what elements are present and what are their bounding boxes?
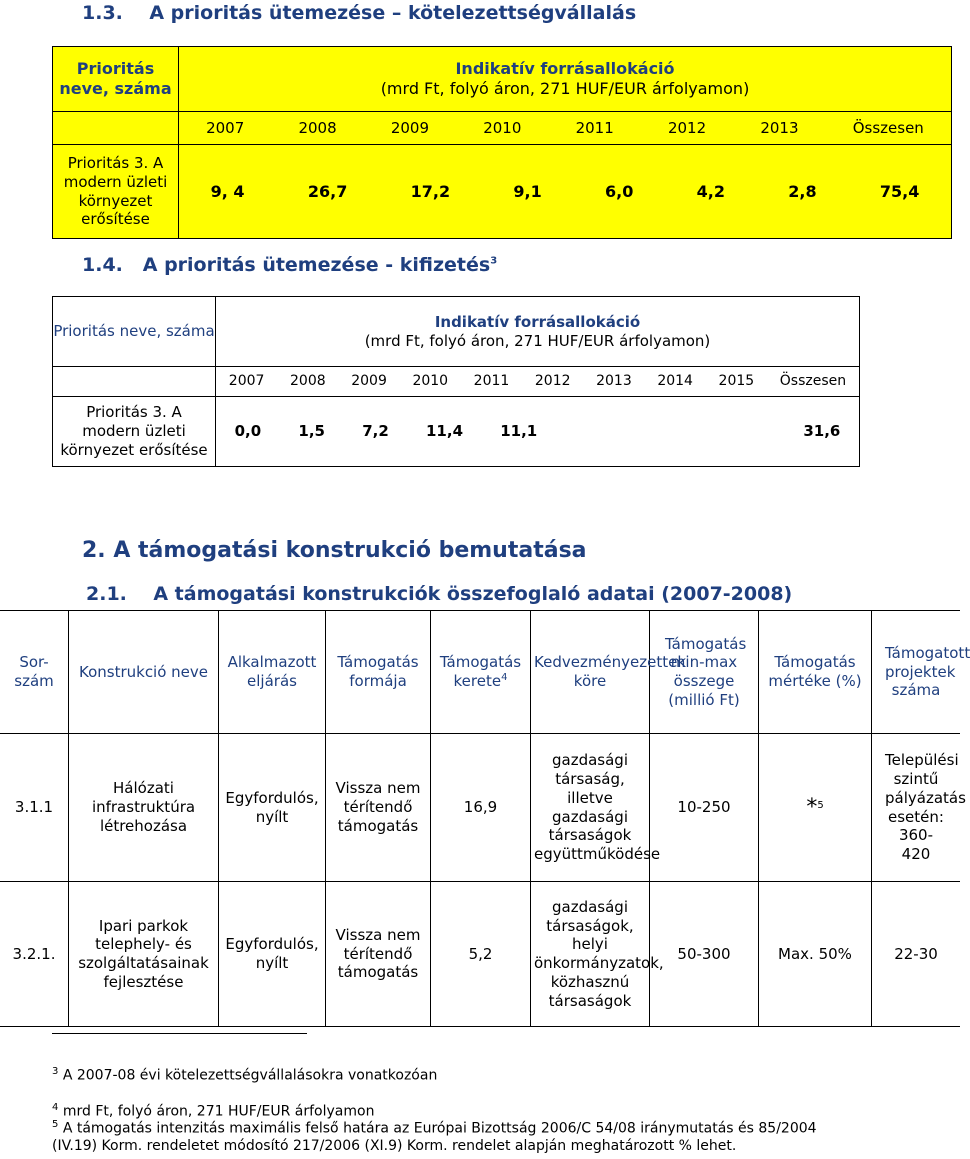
footnote-text: A 2007-08 évi kötelezettségvállalásokra vonatkozóan [62,1067,438,1084]
section-title: A támogatási konstrukciók összefoglaló adatai (2007-2008) [153,583,793,605]
cell-projekt: 22-30 [872,882,961,1027]
footnote-5 [52,1119,852,1156]
section-2-heading: 2. A támogatási konstrukció bemutatása [82,538,587,563]
cell-eljaras-text: Egyfordulós, nyílt [225,935,319,972]
footnote-number: 5 [52,1119,59,1130]
table-row [0,882,960,1027]
cell-projekt-text: Települési szintű pályázatás esetén: 360-420 [885,751,966,863]
year-label: Összesen [852,118,924,137]
cell-kedvezmenyezett-text: gazdasági társaságok, helyi önkormányzatok, közhasznú társaságok [534,897,664,1010]
section-number: 2.1. [86,583,127,605]
value-cell: 9,1 [513,181,542,201]
year-label: 2007 [228,372,265,389]
cell-sorszam: 3.2.1. [0,882,69,1027]
footnote-number: 3 [52,1066,59,1077]
section-2-1-heading [86,583,792,605]
col-kedvezmenyezett [531,611,687,734]
section-1-4-heading [82,254,497,276]
year-label: 2007 [206,118,245,137]
col-projekt [872,611,970,734]
section-title: A prioritás ütemezése - kifizetés [142,254,491,276]
value-cell: 1,5 [298,422,325,441]
payment-table [52,296,860,467]
col-projekt-label: Támogatott projektek száma [885,643,970,700]
cell-forma [326,734,431,882]
col-sorszam-label: Sor-szám [14,653,54,690]
cell-konstrukcio [69,882,219,1027]
years-row [179,112,952,145]
section-title: A prioritás ütemezése – kötelezettségvállalás [149,2,637,24]
cell-forma-text: Vissza nem térítendő támogatás [335,925,421,982]
col-konstrukcio: Konstrukció neve [69,611,219,734]
cell-kedvezmenyezett [531,734,661,882]
year-label: 2013 [760,118,799,137]
values-row [216,397,860,467]
allocation-title: Indikatív forrásallokáció [434,312,641,331]
value-cell: 26,7 [307,181,348,201]
cell-mertek [759,734,872,882]
allocation-header [216,297,860,367]
table-row [0,734,960,882]
value-cell: 6,0 [605,181,634,201]
section-1-3-heading [82,2,636,24]
cell-osszeg: 10-250 [650,734,759,882]
cell-mertek: Max. 50% [759,882,872,1027]
priority-header: Prioritás neve, száma [53,47,179,112]
footnote-text: mrd Ft, folyó áron, 271 HUF/EUR árfolyamon [62,1103,375,1120]
cell-eljaras [219,882,326,1027]
commitment-table [52,46,952,239]
col-sorszam [0,611,69,734]
section-number: 1.3. [82,2,123,24]
year-label: 2008 [298,118,337,137]
priority-name: Prioritás 3. A modern üzleti környezet erősítése [53,397,216,467]
cell-keret: 16,9 [431,734,531,882]
year-label: 2011 [473,372,510,389]
footnote-number: 4 [52,1102,59,1113]
cell-eljaras-text: Egyfordulós, nyílt [225,788,319,826]
cell-konstrukcio-text: Ipari parkok telephely- és szolgáltatásainak fejlesztése [78,916,209,991]
value-cell: 9, 4 [210,181,245,201]
cell-projekt [872,734,966,882]
value-cell: 11,4 [426,422,464,441]
cell-osszeg: 50-300 [650,882,759,1027]
section-number: 1.4. [82,254,123,276]
col-osszeg-label: Támogatás min-max összege (millió Ft) [665,634,747,709]
footnote-text: A támogatás intenzitás maximális felső határa az Európai Bizottság 2006/C 54/08 iránymutatás és 85/2004 (IV.19) Korm. rendeletet módosító 217/2006 (XI.9) Korm. rendelet alapján meghatározott % lehet. [52,1120,817,1155]
empty-cell [53,112,179,145]
cell-keret: 5,2 [431,882,531,1027]
empty-cell [53,367,216,397]
year-label: 2010 [412,372,449,389]
col-eljaras: Alkalmazott eljárás [219,611,326,734]
value-cell: 4,2 [696,181,725,201]
cell-sorszam: 3.1.1 [0,734,69,882]
years-row [216,367,860,397]
construction-table [0,610,970,1027]
priority-header: Prioritás neve, száma [53,297,216,367]
cell-konstrukcio [69,734,219,882]
footnote-separator [52,1033,307,1034]
footnote-3 [52,1066,437,1085]
value-cell: 75,4 [879,181,920,201]
col-mertek [759,611,872,734]
year-label: 2010 [483,118,522,137]
allocation-header [179,47,952,112]
col-osszeg [650,611,759,734]
value-cell: 2,8 [788,181,817,201]
year-label: 2009 [351,372,387,389]
footnote-ref: 3 [490,255,498,267]
priority-name: Prioritás 3. A modern üzleti környezet erősítése [53,145,179,239]
year-label: 2008 [290,372,326,389]
footnote-ref: 5 [817,799,824,811]
value-cell: 0,0 [234,422,262,441]
year-label: 2011 [575,118,614,137]
cell-kedvezmenyezett [531,882,664,1027]
year-label: 2015 [718,372,755,389]
col-mertek-label: Támogatás mértéke (%) [768,653,862,690]
col-forma: Támogatás formája [326,611,431,734]
value-cell: 31,6 [803,422,841,441]
value-cell: 11,1 [500,422,538,441]
col-keret-label: Támogatás kerete [439,653,522,690]
value-cell: 7,2 [362,422,389,441]
year-label: Összesen [779,372,847,389]
cell-kedvezmenyezett-text: gazdasági társaság, illetve gazdasági társaságok együttműködése [534,751,661,863]
allocation-subtitle: (mrd Ft, folyó áron, 271 HUF/EUR árfolyamon) [364,331,711,350]
cell-forma-text: Vissza nem térítendő támogatás [335,779,421,835]
cell-konstrukcio-text: Hálózati infrastruktúra létrehozása [91,779,196,835]
year-label: 2012 [534,372,571,389]
year-label: 2013 [596,372,632,389]
cell-eljaras [219,734,326,882]
allocation-title: Indikatív forrásallokáció [455,59,675,78]
values-row [179,145,952,239]
year-label: 2012 [667,118,707,137]
footnote-ref: 4 [501,672,508,683]
value-cell: 17,2 [410,181,451,201]
year-label: 2014 [657,372,693,389]
col-keret [431,611,531,734]
cell-mertek-text: * [806,794,818,820]
allocation-subtitle: (mrd Ft, folyó áron, 271 HUF/EUR árfolyamon) [380,79,750,98]
cell-forma [326,882,431,1027]
col-kedvezmenyezett-label: Kedvezményezettek köre [534,653,687,690]
year-label: 2009 [390,118,430,137]
